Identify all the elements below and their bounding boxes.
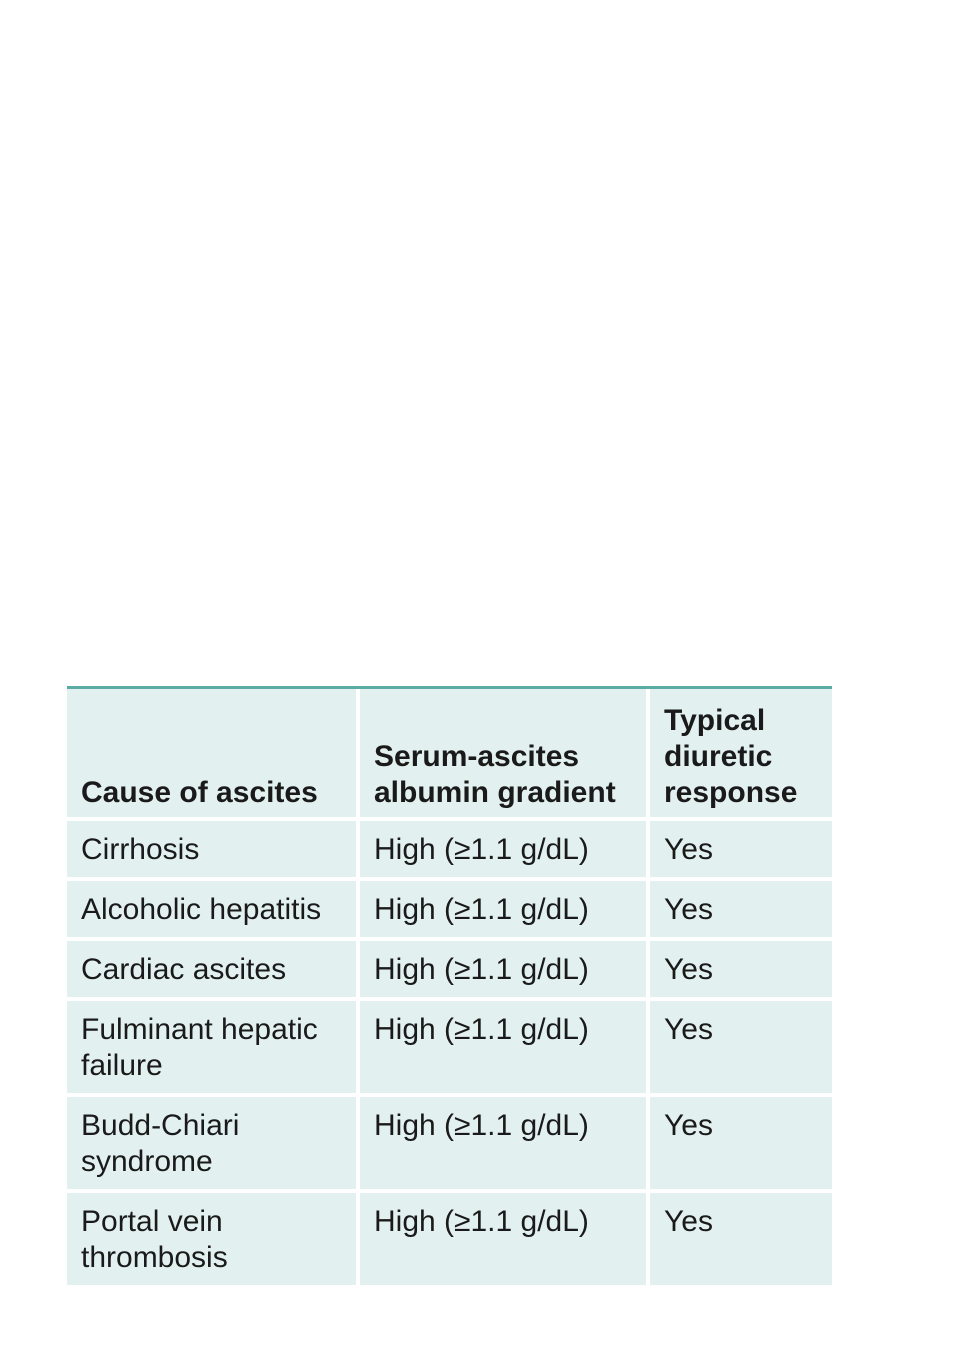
table-header [67,689,832,819]
cell-saag: High (≥1.1 g/dL) [358,939,648,999]
table-row [67,819,832,879]
cell-cause: Alcoholic hepatitis [67,879,358,939]
cell-cause: Cirrhosis [67,819,358,879]
table-row [67,879,832,939]
header-saag: Serum-ascites albumin gradient [358,689,648,819]
table-row [67,1095,832,1191]
header-diuretic-response: Typical diuretic response [648,689,832,819]
cell-cause: Fulminant hepatic failure [67,999,358,1095]
cell-diuretic-response: Yes [648,1095,832,1191]
cell-cause: Cardiac ascites [67,939,358,999]
cell-cause: Budd-Chiari syndrome [67,1095,358,1191]
cell-saag: High (≥1.1 g/dL) [358,999,648,1095]
cell-diuretic-response: Yes [648,939,832,999]
cell-saag: High (≥1.1 g/dL) [358,819,648,879]
table-row [67,1191,832,1285]
ascites-table [67,689,832,1285]
table-body [67,819,832,1285]
header-row [67,689,832,819]
ascites-table-container [67,686,832,1285]
cell-cause: Portal vein thrombosis [67,1191,358,1285]
cell-saag: High (≥1.1 g/dL) [358,1191,648,1285]
header-cause: Cause of ascites [67,689,358,819]
cell-saag: High (≥1.1 g/dL) [358,1095,648,1191]
cell-diuretic-response: Yes [648,879,832,939]
cell-diuretic-response: Yes [648,819,832,879]
cell-diuretic-response: Yes [648,1191,832,1285]
cell-diuretic-response: Yes [648,999,832,1095]
cell-saag: High (≥1.1 g/dL) [358,879,648,939]
table-row [67,999,832,1095]
table-row [67,939,832,999]
